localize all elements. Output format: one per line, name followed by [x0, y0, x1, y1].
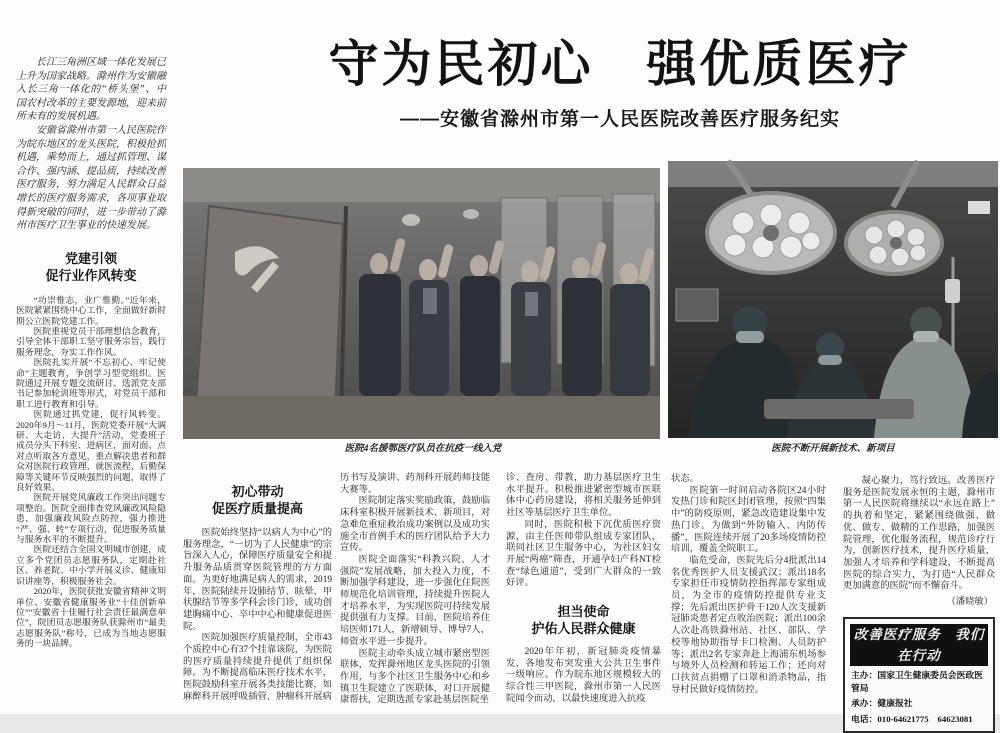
paragraph: 2020年，医院获批安徽省精神文明单位、安徽省健康服务业“十佳创新单位”“安徽省十佳履行社会责任最满意单位”，院团员志愿服务队获滁州市“最美志愿服务队”称号，已成为当地志愿服务的一块品牌。	[16, 586, 166, 649]
page-subtitle: ——安徽省滁州市第一人民医院改善医疗服务纪实	[399, 109, 840, 130]
paragraph: 医院开展党风廉政工作突出问题专项整治。医院全面排查党风廉政风险隐患，加强廉政风险点防控，强力推进“严、强、转”专项行动，促进服务质量与服务水平的不断提升。	[16, 492, 166, 545]
paragraph-continuation: 状态。	[671, 474, 699, 484]
paragraph: 医院第一时间启动各院区24小时发热门诊和院区封闭管理，按照“四集中”的防疫原则，紧急改造建设集中发热门诊。为做到“外防输入、内防传播”，医院连续开展了20多场疫情防控培训，覆盖全院职工。	[671, 485, 826, 555]
section-title-line: 促医疗质量提高	[211, 501, 303, 516]
right-photo-art	[668, 161, 998, 438]
byline: （潘晓敏）	[946, 597, 993, 608]
section-title-mission	[506, 603, 661, 637]
promo-host-line: 主办：国家卫生健康委员会医政医管局	[851, 670, 983, 693]
paragraph-continuation: 历书写及演讲、药剂科开展药师技能大赛等。	[340, 473, 490, 495]
lead-intro	[16, 56, 166, 233]
paragraph: 医院通过抓党建，促行风转变。2020年9月～11月，医院党委开展“大调研、大走访、大提升”活动，党委班子成员分头下科室、进病区，面对面、点对点听取各方意见，重点解决患者和群众对医院行政管理、就医流程、后勤保障等关键环节反映强烈的问题，取得了良好效果。	[16, 409, 166, 493]
promo-organizer-line: 承办：健康报社	[851, 698, 913, 709]
headline-block	[262, 34, 978, 132]
section-party-building-text	[16, 295, 166, 649]
text-column-5	[671, 462, 826, 726]
left-photo	[183, 168, 660, 439]
paragraph: “功崇惟志，业广惟勤。”近年来，医院紧紧围绕中心工作，全面做好新时期公立医院党建工作。	[16, 294, 166, 326]
section-title-party-building	[16, 250, 166, 284]
promo-phone-line: 电话：010-64621775 64623081	[851, 713, 973, 724]
text-column-4	[506, 462, 661, 725]
photo-caption-right: 医院不断开展新技术、新项目	[771, 444, 895, 454]
intro-paragraph: 安徽省滁州市第一人民医院作为皖东地区的龙头医院，积极抢抓机遇，乘势而上，通过抓管理、谋合作、强内涵、提品质，持续改善医疗服务，努力满足人民群众日益增长的医疗服务需求，各项事业取得新突破的同时，进一步带动了滁州市医疗卫生事业的快速发展。	[16, 124, 166, 232]
paragraph: 同时，医院积极下沉优质医疗资源，由主任医师带队组成专家团队，联同社区卫生服务中心，为社区妇女开展“两癌”筛查，开通孕妇产科NT检查“绿色通道”，受到广大群众的一致好评。	[506, 519, 661, 589]
text-column-3	[340, 462, 490, 725]
text-column-6	[843, 462, 995, 728]
promo-box	[843, 617, 995, 733]
paragraph: 临危受命，医院先后分4批派出14名优秀医护人员支援武汉；派出18名专家担任市疫情防控指挥部专家组成员，为全市的疫情防控提供专业支撑；先后派出医护骨干120人次支援新冠肺炎患者定点收治医院；派出100余人次赴高铁滁州站、社区、部队、学校等地协助指导卡口检测、人员防护等；派出2名专家奔赴上海浦东机场参与境外人员检测和转运工作；还向对口扶贫点捐赠了口罩和消杀物品，指导村民做好疫情防控。	[671, 555, 826, 695]
left-photo-art	[183, 168, 660, 439]
paragraph: 医院始终坚持“以病人为中心”的服务理念，“一切为了人民健康”的宗旨深入人心，保障医疗质量安全和提升服务品质贯穿医院管理的方方面面。为更好地满足病人的需求，2019年，医院陆续开设肺结节、眩晕、甲状腺结节等多学科会诊门诊，成功创建胸痛中心、卒中中心和健康促进医院。	[183, 528, 332, 632]
left-column	[16, 56, 166, 708]
section-title-line: 护佑人民群众健康	[531, 621, 636, 637]
paragraph-continuation: 诊、查房、带教，助力基层医疗卫生水平提升。积极推进紧密型城市医联体中心药房建设，将相关服务延伸到社区等基层医疗卫生单位。	[506, 473, 661, 519]
paragraph: 2020年年初，新冠肺炎疫情暴发，各地发布突发重大公共卫生事件一级响应。作为皖东地区规模较大的综合性三甲医院，滁州市第一人民医院闻令而动，以最快速度进入抗疫	[506, 647, 661, 704]
paragraph: 医院扎实开展“不忘初心、牢记使命”主题教育，争创学习型党组织。医院通过开展专题交流研讨、选派党支部书记参加轮训班等形式，对党员干部和职工进行教育和引导。	[16, 357, 166, 409]
page-title: 守为民初心 强优质医疗	[328, 36, 912, 92]
section-title-line: 初心带动	[231, 484, 284, 499]
paragraph: 凝心聚力，笃行致远。改善医疗服务是医院发展永恒的主题，滁州市第一人民医院将继续以“永远在路上”的执着和坚定，紧紧围绕做强、做优、做专、做精的工作思路，加强医院管理，优化服务流程，规范诊疗行为，创新医疗技术，提升医疗质量，加强人才培养和学科建设，不断提高医院的综合实力，为打造“人民群众更加满意的医院”而不懈奋斗。	[843, 476, 995, 592]
intro-paragraph: 长江三角洲区域一体化发展已上升为国家战略。滁州作为安徽融入长三角一体化的“桥头堡”、中国农村改革的主要发源地，迎来前所未有的发展机遇。	[16, 57, 166, 123]
paragraph: 医院全面落实“科教兴院、人才强院”发展战略，加大投入力度，不断加强学科建设，进一步强化住院医师规范化培训管理，持续提升医院人才培养水平，为实现医院可持续发展提供强有力支撑。目前，医院培养住培医师171人，新增硕导、博导7人，师资水平进一步提升。	[340, 554, 490, 647]
section-title-line: 党建引领	[64, 250, 117, 266]
photo-caption-left: 医院4名援鄂医疗队员在抗疫一线入党	[344, 444, 502, 454]
paragraph: 医院还结合全国文明城市创建，成立多个党团员志愿服务队，定期赴社区、养老院、中小学开展义诊、健康知识讲座等，积极服务社会。	[16, 544, 166, 586]
party-flag	[195, 206, 346, 422]
paragraph: 医院主动牵头成立城市紧密型医联体，发挥滁州地区龙头医院的引领作用，与多个社区卫生服务中心和乡镇卫生院建立了医联体，对口开展健康帮扶，定期选派专家赴基层医院坐	[340, 648, 490, 706]
section-title-line: 促行业作风转变	[45, 267, 137, 283]
paragraph: 医院加强医疗质量控制，全市43个质控中心有37个挂靠该院，为医院的医疗质量持续提升提供了组织保障。为不断提高临床医疗技术水平，医院鼓励科室开展各类技能比赛，如麻醉科开展呼吸插管、肿瘤科开展病	[183, 633, 332, 702]
paragraph: 医院制定落实奖励政策，鼓励临床科室积极开展新技术、新项目，对急难危重症救治成功案例以及成功实施全市首例手术的医疗团队给予大力宣传。	[340, 496, 490, 554]
text-column-2	[183, 462, 332, 714]
section-title-quality	[183, 483, 332, 517]
paragraph: 医院重视党员干部理想信念教育，引导全体干部职工坚守服务宗旨，践行服务理念，夯实工作作风。	[16, 325, 166, 357]
section-title-line: 担当使命	[557, 604, 610, 620]
right-photo	[668, 161, 998, 438]
promo-banner: 改善医疗服务 我们在行动	[850, 624, 988, 666]
